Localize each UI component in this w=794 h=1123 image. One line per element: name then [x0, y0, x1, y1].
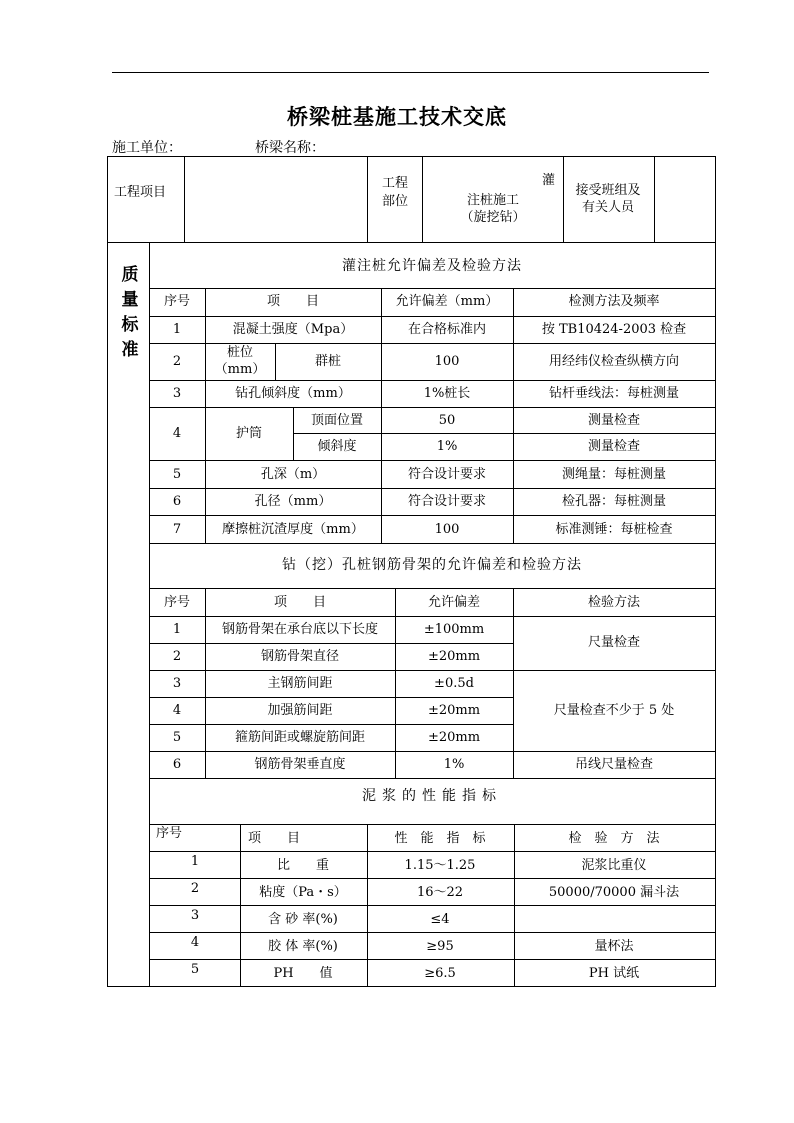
grid-line — [149, 460, 715, 461]
s3-row5-no: 5 — [190, 962, 200, 977]
grid-line — [149, 343, 715, 344]
s2-row1-no: 1 — [172, 622, 182, 637]
part-value-line1: 注桩施工 — [466, 193, 520, 208]
s1-row5-item: 孔深（m） — [260, 467, 326, 482]
grid-line — [149, 697, 513, 698]
s1-row5-no: 5 — [172, 467, 182, 482]
s1-row6-item: 孔径（mm） — [254, 494, 332, 509]
grid-line — [293, 407, 294, 460]
top-rule — [112, 72, 709, 73]
s1-header-method: 检测方法及频率 — [568, 294, 660, 309]
s2-row6-no: 6 — [172, 757, 182, 772]
s3-row4-item: 胶 体 率(%) — [268, 939, 338, 954]
quality-char: 准 — [121, 340, 139, 360]
s3-header-value: 性 能 指 标 — [394, 831, 486, 846]
s2-row3-tolerance: ±0.5d — [434, 676, 474, 691]
project-item-label: 工程项目 — [114, 185, 167, 200]
s1-row2-item-a: 桩位 — [226, 345, 254, 360]
s2-row3-no: 3 — [172, 676, 182, 691]
s1-header-item: 项 目 — [266, 294, 320, 309]
s2-method-rows1-2: 尺量检查 — [587, 635, 641, 650]
s2-row4-tolerance: ±20mm — [427, 703, 481, 718]
s3-row1-item: 比 重 — [276, 858, 330, 873]
s3-header-no: 序号 — [156, 826, 183, 841]
s1-row7-item: 摩擦桩沉渣厚度（mm） — [222, 522, 364, 537]
grid-line — [367, 157, 368, 242]
s3-row2-item: 粘度（Pa・s） — [259, 885, 347, 900]
document-title: 桥梁桩基施工技术交底 — [287, 104, 507, 129]
s3-row3-item: 含 砂 率(%) — [268, 912, 338, 927]
s3-row2-method: 50000/70000 漏斗法 — [548, 885, 680, 900]
grid-line — [293, 433, 715, 434]
receiver-label-line1: 接受班组及 — [575, 183, 641, 198]
s3-row3-value: ≤4 — [430, 912, 450, 927]
s1-row2-sub: 群桩 — [314, 354, 342, 369]
grid-line — [149, 778, 715, 779]
s3-row1-method: 泥浆比重仪 — [581, 858, 647, 873]
section2-title: 钻（挖）孔桩钢筋骨架的允许偏差和检验方法 — [282, 557, 582, 573]
s2-row4-no: 4 — [172, 703, 182, 718]
s1-row4-tolerance1: 50 — [438, 413, 456, 428]
s1-row5-method: 测绳量：每桩测量 — [561, 467, 667, 482]
s1-row6-tolerance: 符合设计要求 — [407, 494, 487, 509]
grid-line — [240, 824, 241, 986]
s2-header-item: 项 目 — [273, 595, 327, 610]
grid-line — [149, 932, 715, 933]
s3-header-method: 检 验 方 法 — [568, 831, 660, 846]
s1-header-tolerance: 允许偏差（mm） — [395, 294, 499, 309]
s1-row2-item-b: （mm） — [214, 362, 266, 377]
grid-line — [149, 316, 715, 317]
s1-row2-no: 2 — [172, 354, 182, 369]
grid-line — [514, 824, 515, 986]
grid-line — [149, 724, 513, 725]
grid-line — [149, 959, 715, 960]
grid-line — [395, 588, 396, 778]
s1-row4-sub1: 顶面位置 — [310, 413, 364, 428]
quality-standard-label — [120, 263, 140, 363]
s1-row3-item: 钻孔倾斜度（mm） — [235, 386, 351, 401]
part-value-char: 灌 — [542, 173, 556, 188]
s1-row5-tolerance: 符合设计要求 — [407, 467, 487, 482]
s3-row4-value: ≥95 — [426, 939, 454, 954]
s2-header-no: 序号 — [163, 595, 191, 610]
s2-header-tolerance: 允许偏差 — [427, 595, 481, 610]
s1-row3-no: 3 — [172, 386, 182, 401]
grid-line — [149, 588, 715, 589]
grid-line — [422, 157, 423, 242]
s2-row6-item: 钢筋骨架垂直度 — [254, 757, 346, 772]
s2-row6-method: 吊线尺量检查 — [574, 757, 654, 772]
s1-header-no: 序号 — [163, 294, 191, 309]
s1-row4-no: 4 — [172, 426, 182, 441]
s1-row7-tolerance: 100 — [434, 522, 460, 537]
grid-line — [149, 380, 715, 381]
section1-title: 灌注桩允许偏差及检验方法 — [342, 258, 522, 274]
part-label-line1: 工程 — [381, 176, 409, 191]
s1-row7-no: 7 — [172, 522, 182, 537]
s2-row2-no: 2 — [172, 649, 182, 664]
grid-line — [205, 288, 206, 543]
s1-row4-item: 护筒 — [235, 426, 263, 441]
s2-row5-tolerance: ±20mm — [427, 730, 481, 745]
s1-row3-method: 钻杆垂线法：每桩测量 — [548, 386, 680, 401]
grid-line — [654, 157, 655, 242]
s1-row3-tolerance: 1%桩长 — [423, 386, 471, 401]
s2-row2-tolerance: ±20mm — [427, 649, 481, 664]
grid-line — [149, 905, 715, 906]
grid-line — [149, 488, 715, 489]
construction-unit-label: 施工单位： — [112, 140, 182, 156]
s3-row4-method: 量杯法 — [594, 939, 634, 954]
grid-line — [149, 288, 715, 289]
quality-char: 标 — [121, 315, 139, 335]
s2-row6-tolerance: 1% — [443, 757, 465, 772]
grid-line — [108, 242, 715, 243]
s1-row2-tolerance: 100 — [434, 354, 460, 369]
s1-row4-method1: 测量检查 — [587, 413, 641, 428]
s2-header-method: 检验方法 — [587, 595, 641, 610]
s3-row3-no: 3 — [190, 908, 200, 923]
grid-line — [381, 288, 382, 543]
s1-row6-method: 检孔器：每桩测量 — [561, 494, 667, 509]
grid-line — [149, 407, 715, 408]
s2-row5-no: 5 — [172, 730, 182, 745]
s1-row1-item: 混凝土强度（Mpa） — [232, 322, 354, 337]
s3-row5-value: ≥6.5 — [424, 966, 456, 981]
quality-char: 质 — [121, 265, 139, 285]
s3-header-item: 项 目 — [248, 831, 301, 846]
s2-row1-item: 钢筋骨架在承台底以下长度 — [221, 622, 379, 637]
s1-row7-method: 标准测锤：每桩检查 — [555, 522, 673, 537]
part-label-line2: 部位 — [381, 194, 409, 209]
s1-row1-method: 按 TB10424-2003 检查 — [541, 322, 687, 337]
grid-line — [149, 643, 513, 644]
grid-line — [563, 157, 564, 242]
s1-row6-no: 6 — [172, 494, 182, 509]
grid-line — [149, 670, 715, 671]
grid-line — [149, 543, 715, 544]
grid-line — [149, 616, 715, 617]
s3-row4-no: 4 — [190, 935, 200, 950]
disclosure-table — [107, 156, 716, 987]
bridge-name-label: 桥梁名称： — [255, 140, 325, 156]
grid-line — [205, 588, 206, 778]
section3-title: 泥浆的性能指标 — [362, 788, 502, 804]
s3-row1-no: 1 — [190, 854, 200, 869]
grid-line — [149, 242, 150, 986]
grid-line — [149, 878, 715, 879]
grid-line — [149, 751, 715, 752]
grid-line — [513, 288, 514, 543]
grid-line — [184, 157, 185, 242]
s2-row1-tolerance: ±100mm — [423, 622, 485, 637]
quality-char: 量 — [121, 290, 139, 310]
grid-line — [149, 851, 715, 852]
s3-row2-no: 2 — [190, 881, 200, 896]
s2-row5-item: 箍筋间距或螺旋筋间距 — [234, 730, 366, 745]
s1-row4-sub2: 倾斜度 — [317, 439, 357, 454]
grid-line — [275, 343, 276, 380]
s1-row4-tolerance2: 1% — [436, 439, 458, 454]
s3-row5-item: PH 值 — [273, 966, 333, 981]
s3-row1-value: 1.15～1.25 — [404, 858, 476, 873]
s1-row1-tolerance: 在合格标准内 — [407, 322, 487, 337]
grid-line — [513, 588, 514, 778]
grid-line — [149, 515, 715, 516]
s1-row2-method: 用经纬仪检查纵横方向 — [548, 354, 680, 369]
s1-row1-no: 1 — [172, 322, 182, 337]
s2-row2-item: 钢筋骨架直径 — [260, 649, 340, 664]
part-value-line2: （旋挖钻） — [460, 210, 526, 225]
s3-row5-method: PH 试纸 — [588, 966, 640, 981]
s2-row4-item: 加强筋间距 — [267, 703, 333, 718]
receiver-label-line2: 有关人员 — [581, 200, 635, 215]
grid-line — [149, 824, 715, 825]
s2-method-rows3-5: 尺量检查不少于 5 处 — [553, 703, 675, 718]
grid-line — [367, 824, 368, 986]
s1-row4-method2: 测量检查 — [587, 439, 641, 454]
s3-row2-value: 16～22 — [416, 885, 464, 900]
s2-row3-item: 主钢筋间距 — [267, 676, 333, 691]
